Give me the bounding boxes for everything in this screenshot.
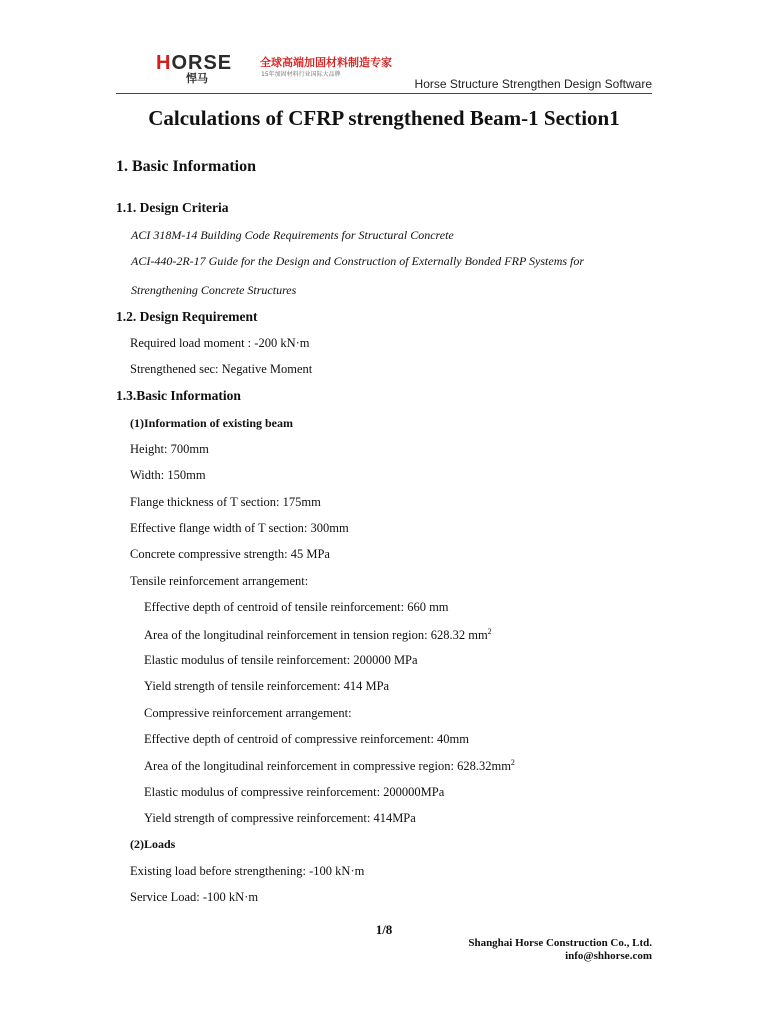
criteria-line: ACI 318M-14 Building Code Requirements for Structural Concrete bbox=[131, 228, 454, 242]
flange-thickness: Flange thickness of T section: 175mm bbox=[130, 495, 321, 509]
superscript-2: 2 bbox=[487, 627, 492, 636]
concrete-strength: Concrete compressive strength: 45 MPa bbox=[130, 547, 330, 561]
beam-height: Height: 700mm bbox=[130, 442, 209, 456]
logo-wordmark: ORSE bbox=[171, 52, 233, 74]
required-load-moment: Required load moment : -200 kN·m bbox=[130, 336, 310, 350]
compressive-effective-depth: Effective depth of centroid of compressive reinforcement: 40mm bbox=[144, 732, 469, 746]
logo-letter-h: H bbox=[156, 52, 172, 74]
header-slogan: 全球高端加固材料制造专家 bbox=[260, 56, 392, 69]
superscript-2: 2 bbox=[510, 758, 515, 767]
beam-width: Width: 150mm bbox=[130, 468, 206, 482]
loads-heading: (2)Loads bbox=[130, 837, 176, 851]
strengthened-section: Strengthened sec: Negative Moment bbox=[130, 362, 313, 376]
tensile-area bbox=[144, 627, 492, 643]
criteria-line: Strengthening Concrete Structures bbox=[131, 283, 297, 297]
effective-flange-width: Effective flange width of T section: 300mm bbox=[130, 521, 349, 535]
design-requirement-heading: 1.2. Design Requirement bbox=[116, 309, 258, 324]
compressive-area-text: Area of the longitudinal reinforcement in compressive region: 628.32mm bbox=[144, 759, 511, 774]
tensile-elastic-modulus: Elastic modulus of tensile reinforcement: 200000 MPa bbox=[144, 653, 418, 667]
footer-email: info@shhorse.com bbox=[565, 950, 652, 962]
design-criteria-heading: 1.1. Design Criteria bbox=[116, 200, 229, 215]
logo-chinese-name: 悍马 bbox=[186, 72, 208, 85]
compressive-area bbox=[144, 758, 515, 774]
service-load: Service Load: -100 kN·m bbox=[130, 890, 259, 904]
basic-information-heading: 1.3.Basic Information bbox=[116, 388, 241, 403]
compressive-elastic-modulus: Elastic modulus of compressive reinforcement: 200000MPa bbox=[144, 785, 445, 799]
existing-beam-heading: (1)Information of existing beam bbox=[130, 416, 293, 430]
tensile-arrangement-label: Tensile reinforcement arrangement: bbox=[130, 574, 309, 588]
document-title: Calculations of CFRP strengthened Beam-1 Section1 bbox=[148, 106, 620, 130]
footer-company: Shanghai Horse Construction Co., Ltd. bbox=[468, 937, 652, 949]
compressive-yield-strength: Yield strength of compressive reinforcement: 414MPa bbox=[144, 811, 416, 825]
criteria-line: ACI-440-2R-17 Guide for the Design and Construction of Externally Bonded FRP Systems for bbox=[131, 254, 585, 268]
section-heading-basic-information: 1. Basic Information bbox=[116, 158, 256, 175]
tensile-effective-depth: Effective depth of centroid of tensile reinforcement: 660 mm bbox=[144, 600, 449, 614]
existing-load: Existing load before strengthening: -100 kN·m bbox=[130, 864, 365, 878]
tensile-yield-strength: Yield strength of tensile reinforcement: 414 MPa bbox=[144, 679, 390, 693]
compressive-arrangement-label: Compressive reinforcement arrangement: bbox=[144, 706, 352, 720]
header-divider bbox=[116, 93, 652, 94]
software-name: Horse Structure Strengthen Design Software bbox=[414, 77, 652, 91]
header-slogan-sub: 15年加固材料行业国际大品牌 bbox=[261, 71, 341, 78]
tensile-area-text: Area of the longitudinal reinforcement in tension region: 628.32 mm bbox=[144, 628, 488, 643]
page-number: 1/8 bbox=[375, 922, 393, 937]
